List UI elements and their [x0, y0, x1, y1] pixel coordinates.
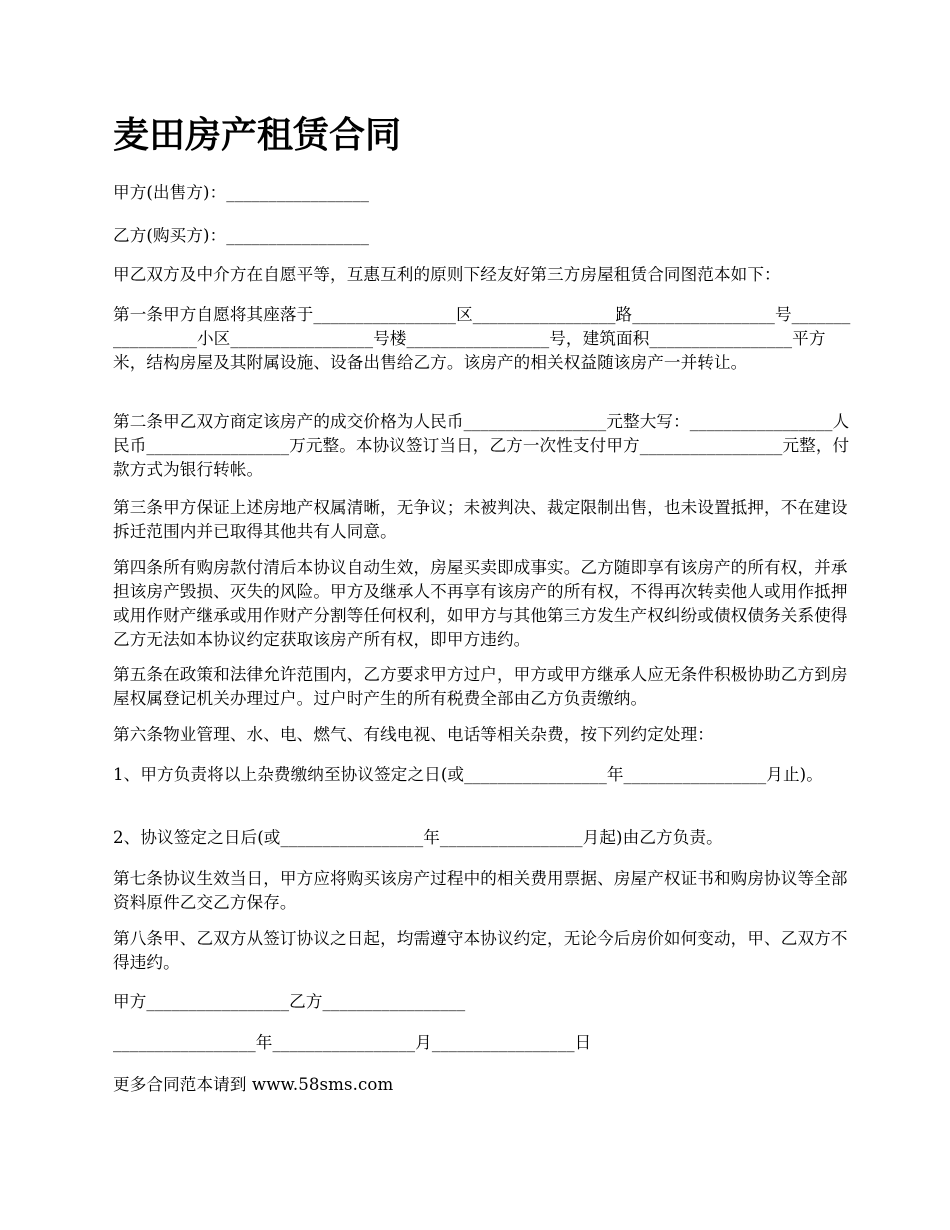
article-6: 第六条物业管理、水、电、燃气、有线电视、电话等相关杂费，按下列约定处理： — [113, 725, 714, 744]
date-line: _________________年_________________月_________________日 — [113, 1033, 592, 1052]
intro-paragraph: 甲乙双方及中介方在自愿平等，互惠互利的原则下经友好第三方房屋租赁合同图范本如下： — [113, 265, 781, 284]
article-1: 第一条甲方自愿将其座落于_________________区_________________路_________________号_________________小区_________________号楼_________________号，建筑面积_________________平方米，结构房屋及其附属设施、设备出售给乙方。该房产的相关权益随该房产一并转让。 — [113, 305, 851, 372]
party-a-line: 甲方(出售方)：_________________ — [113, 183, 370, 202]
article-4: 第四条所有购房款付清后本协议自动生效，房屋买卖即成事实。乙方随即享有该房产的所有权，并承担该房产毁损、灭失的风险。甲方及继承人不再享有该房产的所有权，不得再次转卖他人或用作抵押或用作财产继承或用作财产分割等任何权利，如甲方与其他第三方发生产权纠纷或债权债务关系使得乙方无法如本协议约定获取该房产所有权，即甲方违约。 — [113, 558, 848, 649]
party-b-line: 乙方(购买方)：_________________ — [113, 226, 370, 245]
article-5: 第五条在政策和法律允许范围内，乙方要求甲方过户，甲方或甲方继承人应无条件积极协助乙方到房屋权属登记机关办理过户。过户时产生的所有税费全部由乙方负责缴纳。 — [113, 665, 848, 708]
article-3: 第三条甲方保证上述房地产权属清晰，无争议；未被判决、裁定限制出售，也未设置抵押，不在建设拆迁范围内并已取得其他共有人同意。 — [113, 498, 848, 541]
footer-link-text: 更多合同范本请到 www.58sms.com — [113, 1075, 394, 1094]
article-7: 第七条协议生效当日，甲方应将购买该房产过程中的相关费用票据、房屋产权证书和购房协议等全部资料原件乙交乙方保存。 — [113, 869, 848, 912]
article-6-clause-1: 1、甲方负责将以上杂费缴纳至协议签定之日(或_________________年_________________月止)。 — [113, 765, 823, 784]
document-title: 麦田房产租赁合同 — [113, 114, 402, 156]
article-8: 第八条甲、乙双方从签订协议之日起，均需遵守本协议约定，无论今后房价如何变动，甲、乙双方不得违约。 — [113, 929, 848, 972]
signature-line: 甲方_________________乙方_________________ — [113, 992, 466, 1011]
article-6-clause-2: 2、协议签定之日后(或_________________年_________________月起)由乙方负责。 — [113, 828, 723, 847]
article-2: 第二条甲乙双方商定该房产的成交价格为人民币_________________元整大写：_________________人民币_________________万元整。本协议签订当日，乙方一次性支付甲方_________________元整，付款方式为银行转帐。 — [113, 412, 850, 479]
